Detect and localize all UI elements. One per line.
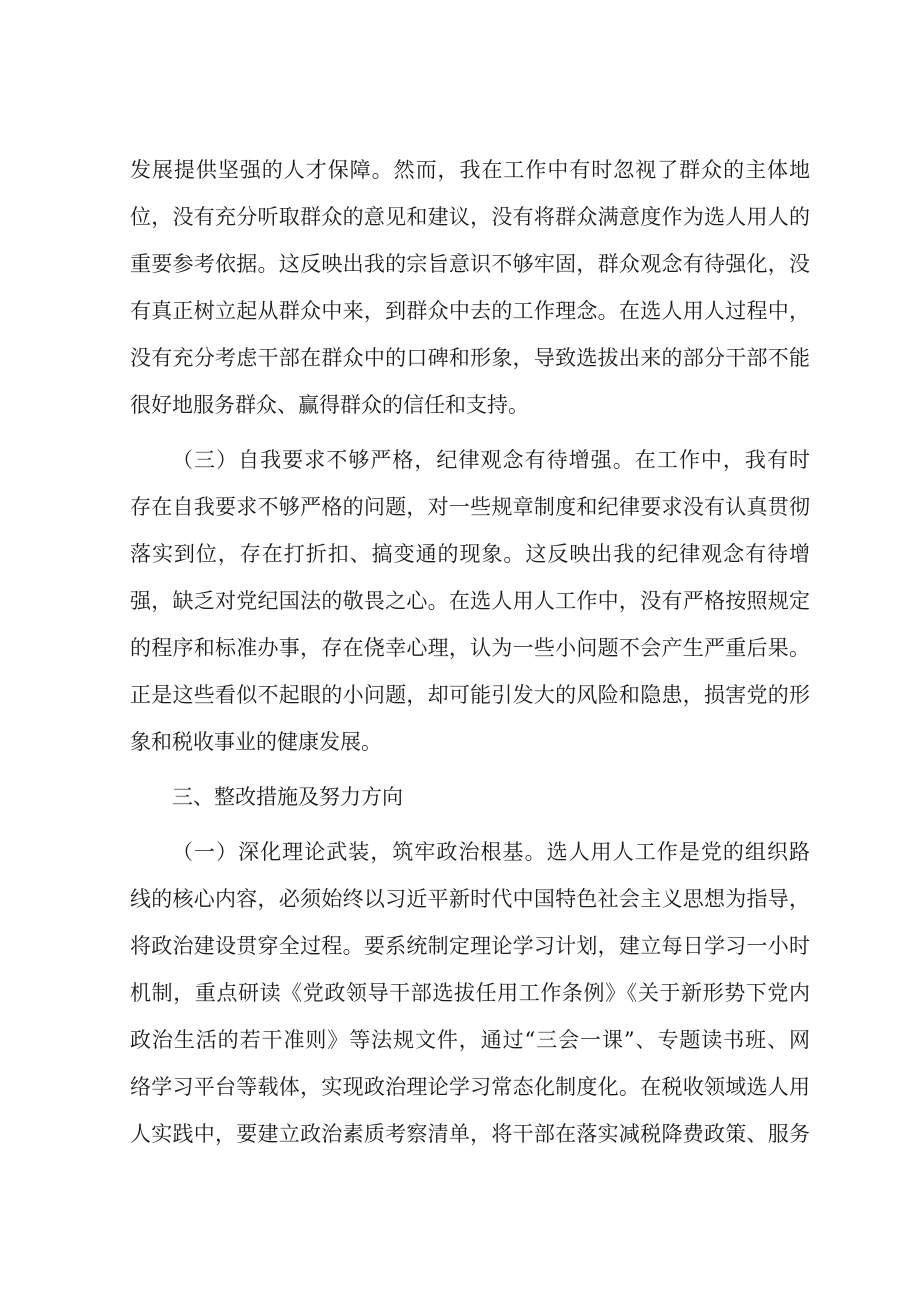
paragraph-line: 有真正树立起从群众中来，到群众中去的工作理念。在选人用人过程中， — [130, 299, 810, 323]
paragraph-line: 强，缺乏对党纪国法的敬畏之心。在选人用人工作中，没有严格按照规定 — [130, 589, 810, 613]
paragraph-line: 落实到位，存在打折扣、搞变通的现象。这反映出我的纪律观念有待增 — [130, 542, 810, 566]
paragraph-line: 线的核心内容，必须始终以习近平新时代中国特色社会主义思想为指导， — [130, 887, 810, 911]
paragraph-line: 重要参考依据。这反映出我的宗旨意识不够牢固，群众观念有待强化，没 — [130, 252, 810, 276]
paragraph-line: 将政治建设贯穿全过程。要系统制定理论学习计划，建立每日学习一小时 — [130, 934, 810, 958]
paragraph-line: 发展提供坚强的人才保障。然而，我在工作中有时忽视了群众的主体地 — [130, 158, 810, 182]
paragraph-line: 正是这些看似不起眼的小问题，却可能引发大的风险和隐患，损害党的形 — [130, 683, 810, 707]
paragraph-line: 政治生活的若干准则》等法规文件，通过“三会一课”、专题读书班、网 — [130, 1028, 810, 1052]
paragraph-line: 很好地服务群众、赢得群众的信任和支持。 — [130, 393, 529, 417]
paragraph-line: 人实践中，要建立政治素质考察清单，将干部在落实减税降费政策、服务 — [130, 1122, 810, 1146]
paragraph-line: 没有充分考虑干部在群众中的口碑和形象，导致选拔出来的部分干部不能 — [130, 346, 810, 370]
paragraph-line: 机制，重点研读《党政领导干部选拔任用工作条例》《关于新形势下党内 — [130, 981, 810, 1005]
paragraph-line: （三）自我要求不够严格，纪律观念有待增强。在工作中，我有时 — [172, 448, 810, 472]
paragraph-line: 位，没有充分听取群众的意见和建议，没有将群众满意度作为选人用人的 — [130, 205, 810, 229]
paragraph-line: 的程序和标准办事，存在侥幸心理，认为一些小问题不会产生严重后果。 — [130, 636, 810, 660]
paragraph-line: （一）深化理论武装，筑牢政治根基。选人用人工作是党的组织路 — [172, 840, 810, 864]
paragraph-line: 象和税收事业的健康发展。 — [130, 730, 382, 754]
paragraph-line: 存在自我要求不够严格的问题，对一些规章制度和纪律要求没有认真贯彻 — [130, 495, 810, 519]
section-heading: 三、整改措施及努力方向 — [172, 785, 403, 809]
paragraph-line: 络学习平台等载体，实现政治理论学习常态化制度化。在税收领域选人用 — [130, 1075, 810, 1099]
